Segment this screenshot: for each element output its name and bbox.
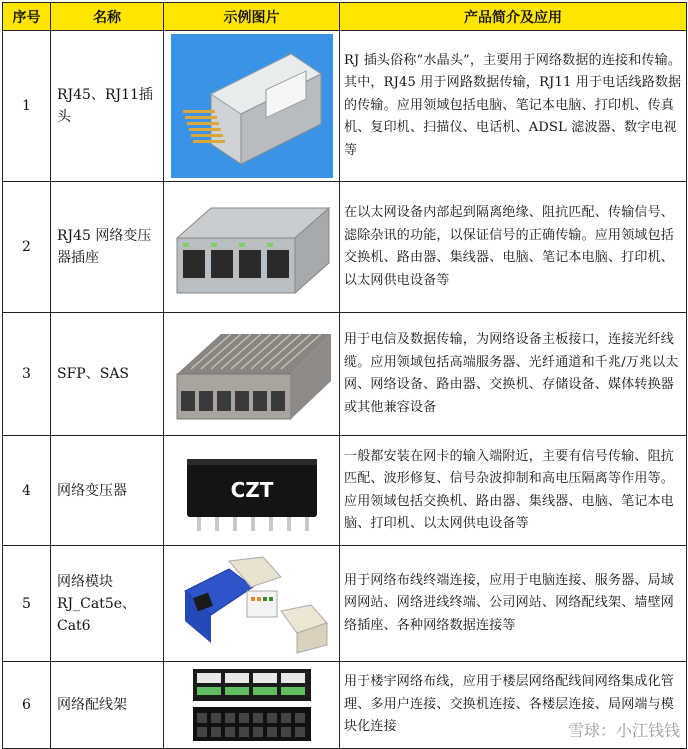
row-image	[164, 546, 340, 662]
watermark: 雪球：小江钱钱	[567, 721, 680, 740]
rj45-plug-image	[171, 34, 333, 178]
row-description: 用于网络布线终端连接，应用于电脑连接、服务器、局域网网站、网络进线终端、公司网站、网络配线架、墙壁网络插座、各种网络数据连接等	[340, 546, 687, 662]
row-image	[164, 182, 340, 313]
header-description: 产品简介及应用	[340, 3, 687, 31]
row-index: 4	[3, 436, 51, 546]
row-index: 3	[3, 313, 51, 436]
table-row	[3, 313, 687, 436]
row-name: 网络变压器	[51, 436, 164, 546]
transformer-image	[171, 441, 333, 541]
row-index: 5	[3, 546, 51, 662]
table-row	[3, 182, 687, 313]
row-name: SFP、SAS	[51, 313, 164, 436]
row-name: RJ45、RJ11插头	[51, 31, 164, 182]
row-index: 1	[3, 31, 51, 182]
row-image	[164, 662, 340, 749]
keystone-module-image	[171, 551, 333, 657]
row-image	[164, 31, 340, 182]
row-name: 网络模块 RJ_Cat5e、Cat6	[51, 546, 164, 662]
row-description: 用于楼宇网络布线，应用于楼层网络配线间网络集成化管理、多用户连接、交换机连接、各楼层连接、局网端与模块化连接	[340, 662, 687, 749]
sfp-cage-image	[171, 319, 333, 429]
rj45-jack-image	[171, 188, 333, 306]
row-index: 2	[3, 182, 51, 313]
row-description: RJ 插头俗称“水晶头”，主要用于网络数据的连接和传输。其中，RJ45 用于网路数据传输，RJ11 用于电话线路数据的传输。应用领域包括电脑、笔记本电脑、打印机、传真机、复印机、扫描仪、电话机、ADSL 滤波器、数字电视等	[340, 31, 687, 182]
row-index: 6	[3, 662, 51, 749]
patch-panel-image	[171, 665, 333, 745]
row-name: RJ45 网络变压器插座	[51, 182, 164, 313]
header-index: 序号	[3, 3, 51, 31]
row-image	[164, 436, 340, 546]
row-description: 用于电信及数据传输，为网络设备主板接口，连接光纤线缆。应用领域包括高端服务器、光纤通道和千兆/万兆以太网、网络设备、路由器、交换机、存储设备、媒体转换器或其他兼容设备	[340, 313, 687, 436]
table-row	[3, 546, 687, 662]
table-row	[3, 436, 687, 546]
transformer-logo: CZT	[230, 477, 273, 502]
header-name: 名称	[51, 3, 164, 31]
table-row	[3, 31, 687, 182]
header-row	[3, 3, 687, 31]
row-image	[164, 313, 340, 436]
header-image: 示例图片	[164, 3, 340, 31]
row-description: 在以太网设备内部起到隔离绝缘、阻抗匹配、传输信号、滤除杂讯的功能，以保证信号的正确传输。应用领域包括交换机、路由器、集线器、电脑、笔记本电脑、打印机、以太网供电设备等	[340, 182, 687, 313]
row-name: 网络配线架	[51, 662, 164, 749]
product-table	[2, 2, 687, 749]
row-description: 一般都安装在网卡的输入端附近，主要有信号传输、阻抗匹配、波形修复、信号杂波抑制和高电压隔离等作用等。应用领域包括交换机、路由器、集线器、电脑、笔记本电脑、打印机、以太网供电设备等	[340, 436, 687, 546]
